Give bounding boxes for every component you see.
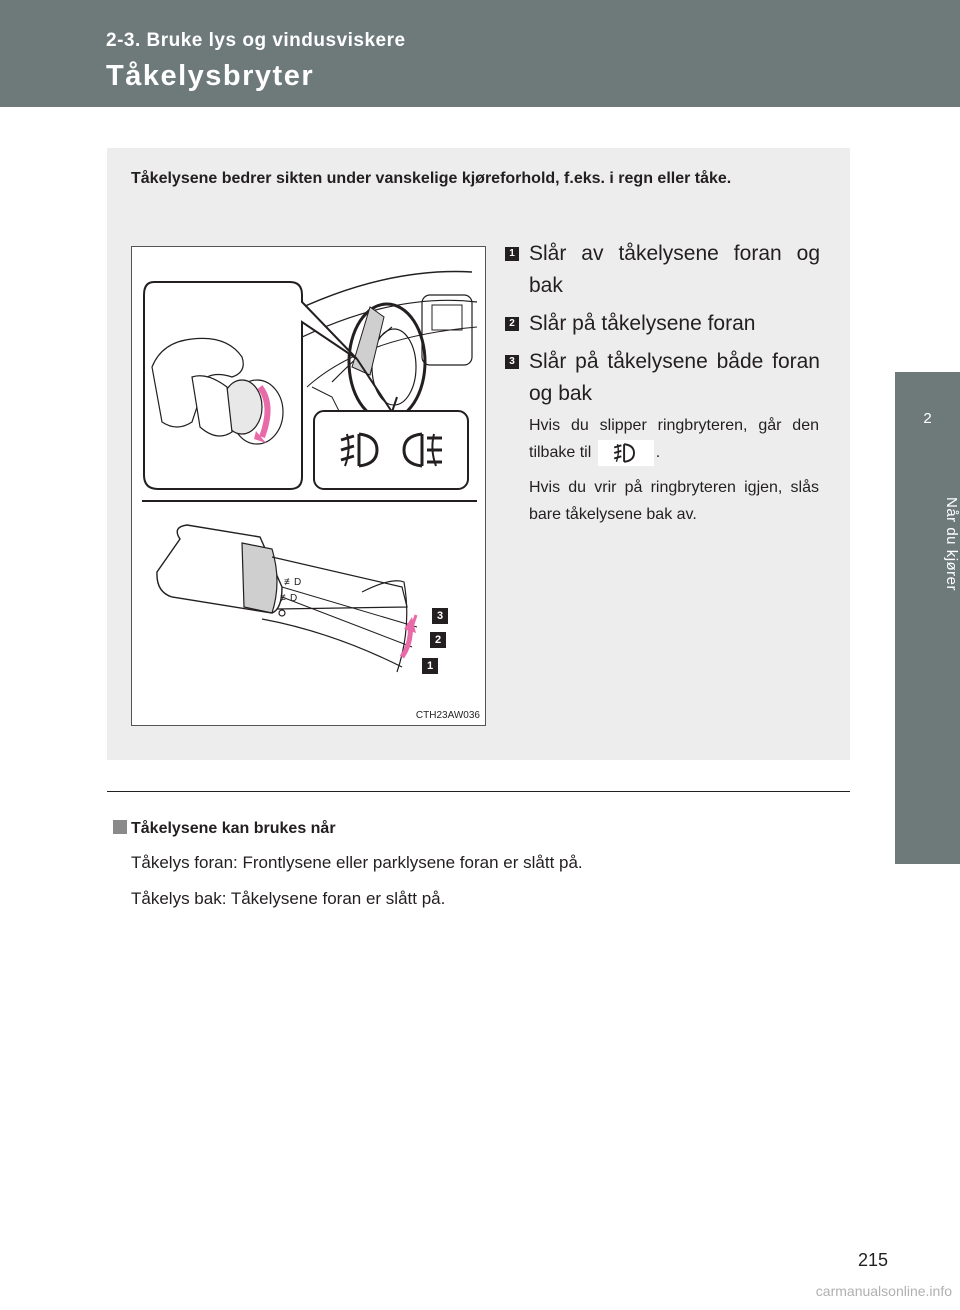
- fog-switch-illustration: [131, 246, 486, 726]
- step-text: Slår på tåkelysene både foran og bak: [529, 350, 820, 405]
- callout-2: 2: [430, 632, 446, 648]
- watermark: carmanualsonline.info: [815, 1283, 952, 1299]
- callout-3: 3: [432, 608, 448, 624]
- chapter-number: 2: [923, 410, 932, 427]
- note-return: [529, 412, 819, 466]
- step-item: [505, 308, 820, 340]
- note-return-end: .: [655, 444, 661, 461]
- callout-1: 1: [422, 658, 438, 674]
- section2-line-front: Tåkelys foran: Frontlysene eller parklysene foran er slått på.: [131, 853, 583, 872]
- step-badge: 1: [505, 247, 519, 261]
- steps-list: [505, 238, 820, 416]
- front-fog-light-icon: [598, 440, 654, 466]
- intro-text: Tåkelysene bedrer sikten under vanskelige kjøreforhold, f.eks. i regn eller tåke.: [131, 170, 732, 187]
- svg-text:≢D: ≢D: [284, 577, 302, 588]
- note-return-text: Hvis du slipper ringbryteren, går den tilbake til: [529, 417, 819, 461]
- chapter-tab[interactable]: [895, 372, 960, 864]
- illustration-code: CTH23AW036: [415, 710, 480, 721]
- step-badge: 2: [505, 317, 519, 331]
- step-item: [505, 346, 820, 410]
- step-badge: 3: [505, 355, 519, 369]
- page-number: 215: [857, 1250, 888, 1270]
- chapter-label: Når du kjører: [943, 496, 960, 592]
- step-text: Slår på tåkelysene foran: [529, 312, 756, 335]
- page-title: Tåkelysbryter: [106, 60, 315, 92]
- step-item: [505, 238, 820, 302]
- svg-text:≢D: ≢D: [280, 593, 298, 604]
- heading-square-icon: [113, 820, 127, 834]
- illustration-drawing: [132, 247, 485, 725]
- page-header: [0, 0, 960, 107]
- step-text: Slår av tåkelysene foran og bak: [529, 242, 820, 297]
- section2-line-rear: Tåkelys bak: Tåkelysene foran er slått på.: [131, 889, 446, 908]
- notes: [529, 412, 819, 536]
- section-divider: [107, 791, 850, 792]
- section-title: 2-3. Bruke lys og vindusviskere: [106, 30, 406, 51]
- section2-heading: [113, 820, 336, 838]
- section2-heading-text: Tåkelysene kan brukes når: [131, 820, 336, 837]
- note-rear-off: Hvis du vrir på ringbryteren igjen, slås bare tåkelysene bak av.: [529, 479, 819, 523]
